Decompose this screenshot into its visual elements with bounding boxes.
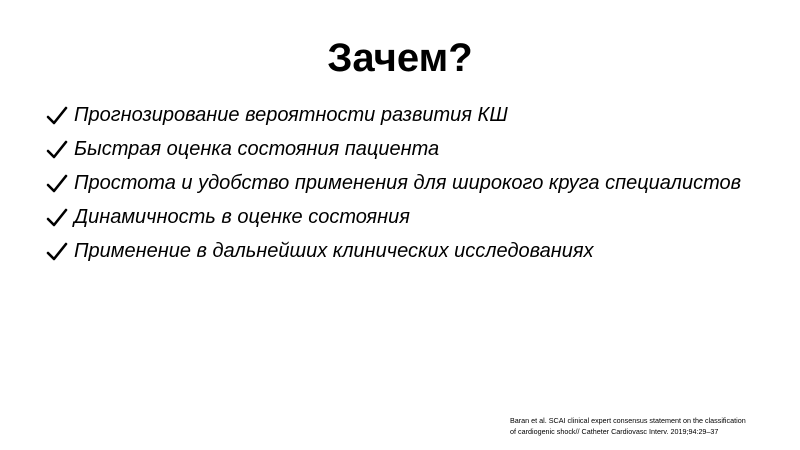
bullet-text: Быстрая оценка состояния пациента (74, 138, 440, 160)
bullet-text: Простота и удобство применения для широкого круга специалистов (74, 172, 742, 194)
bullet-text: Применение в дальнейших клинических исследованиях (74, 240, 594, 262)
citation-line: Baran et al. SCAI clinical expert consensus statement on the classification (510, 416, 746, 425)
list-item (46, 136, 746, 162)
check-icon (46, 208, 68, 228)
list-item (46, 238, 746, 264)
list-item (46, 170, 746, 196)
bullet-text: Прогнозирование вероятности развития КШ (74, 104, 508, 126)
slide-title: Зачем? (327, 36, 473, 80)
check-icon (46, 106, 68, 126)
list-item (46, 102, 746, 128)
check-icon (46, 242, 68, 262)
list-item (46, 204, 746, 230)
citation (510, 415, 795, 437)
bullet-text: Динамичность в оценке состояния (74, 206, 410, 228)
check-icon (46, 140, 68, 160)
citation-line: of cardiogenic shock// Catheter Cardiovasc Interv. 2019;94:29–37 (510, 427, 719, 436)
bullet-list (46, 102, 746, 272)
check-icon (46, 174, 68, 194)
